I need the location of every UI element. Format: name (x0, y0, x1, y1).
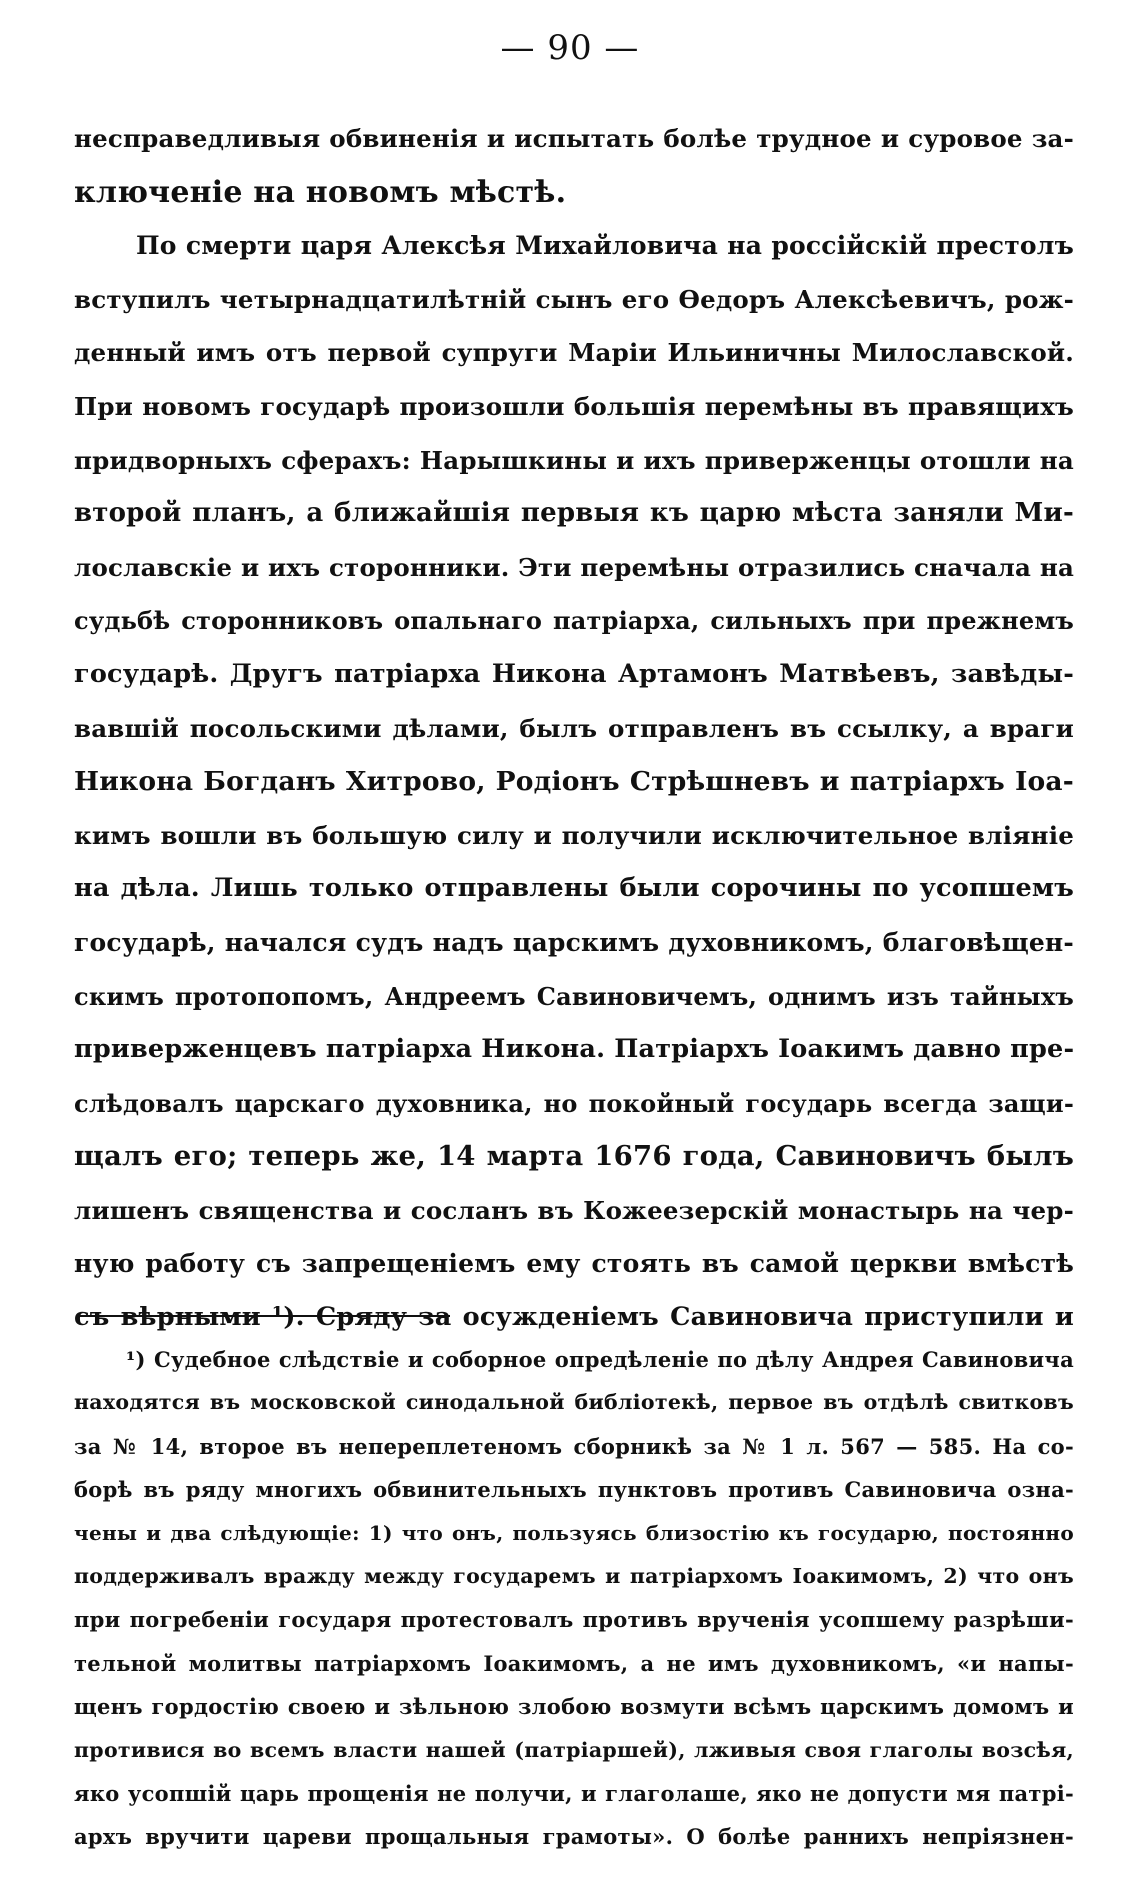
footnote-line: поддерживалъ вражду между государемъ и патріархомъ Іоакимомъ, 2) что онъ (74, 1563, 1074, 1588)
footnote-line: яко усопшій царь прощенія не получи, и глаголаше, яко не допусти мя патрі- (74, 1780, 1074, 1806)
text-line: скимъ протопопомъ, Андреемъ Савиновичемъ, однимъ изъ тайныхъ (74, 981, 1074, 1011)
text-line: денный имъ отъ первой супруги Маріи Ильиничны Милославской. (74, 338, 1074, 368)
footnote-line: архъ вручити цареви прощальныя грамоты». О болѣе раннихъ непріязнен- (74, 1824, 1074, 1850)
text-line: При новомъ государѣ произошли большія перемѣны въ правящихъ (74, 391, 1074, 421)
text-line: государѣ. Другъ патріарха Никона Артамонъ Матвѣевъ, завѣды- (74, 658, 1074, 689)
footnote-line: ¹) Судебное слѣдствіе и соборное опредѣленіе по дѣлу Андрея Савиновича (126, 1347, 1074, 1372)
text-line: ную работу съ запрещеніемъ ему стоять въ самой церкви вмѣстѣ (74, 1249, 1074, 1279)
text-line: съ вѣрными ¹). Сряду за осужденіемъ Савиновича приступили и (74, 1302, 1074, 1333)
text-line: слѣдовалъ царскаго духовника, но покойный государь всегда защи- (74, 1088, 1074, 1118)
text-line: вавшій посольскими дѣлами, былъ отправленъ въ ссылку, а враги (74, 713, 1074, 743)
text-line: ключеніе на новомъ мѣстѣ. (74, 174, 567, 210)
text-line: на дѣла. Лишь только отправлены были сорочины по усопшемъ (74, 873, 1074, 904)
footnote (74, 1338, 1074, 1859)
footnote-line: борѣ въ ряду многихъ обвинительныхъ пунктовъ противъ Савиновича озна- (74, 1477, 1074, 1503)
main-text (74, 112, 1074, 1345)
footnote-line: при погребеніи государя протестовалъ противъ врученія усопшему разрѣши- (74, 1607, 1074, 1633)
text-line: несправедливыя обвиненія и испытать болѣе трудное и суровое за- (74, 124, 1074, 153)
text-line: Никона Богданъ Хитрово, Родіонъ Стрѣшневъ и патріархъ Іоа- (74, 766, 1074, 798)
footnote-separator (76, 1315, 450, 1317)
text-line: придворныхъ сферахъ: Нарышкины и ихъ приверженцы отошли на (74, 445, 1074, 475)
footnote-line: противися во всемъ власти нашей (патріаршей), лживыя своя глаголы возсѣя, (74, 1737, 1074, 1762)
text-line: второй планъ, а ближайшія первыя къ царю мѣста заняли Ми- (74, 498, 1074, 529)
text-line: лишенъ священства и сосланъ въ Кожеезерскій монастырь на чер- (74, 1195, 1074, 1225)
page-number: — 90 — (500, 28, 640, 68)
footnote-line: чены и два слѣдующіе: 1) что онъ, пользуясь близостію къ государю, постоянно (74, 1520, 1074, 1545)
text-line: вступилъ четырнадцатилѣтній сынъ его Ѳедоръ Алексѣевичъ, рож- (74, 284, 1074, 314)
footnote-line: за № 14, второе въ непереплетеномъ сборникѣ за № 1 л. 567 — 585. На со- (74, 1433, 1074, 1459)
text-line: приверженцевъ патріарха Никона. Патріархъ Іоакимъ давно пре- (74, 1034, 1075, 1065)
text-line: По смерти царя Алексѣя Михайловича на россійскій престолъ (136, 231, 1074, 261)
footnote-line: щенъ гордостію своею и зѣльною злобою возмути всѣмъ царскимъ домомъ и (74, 1694, 1074, 1720)
text-line: судьбѣ сторонниковъ опальнаго патріарха, сильныхъ при прежнемъ (74, 606, 1074, 636)
footnote-line: тельной молитвы патріархомъ Іоакимомъ, а не имъ духовникомъ, «и напы- (74, 1650, 1074, 1676)
text-line: государѣ, начался судъ надъ царскимъ духовникомъ, благовѣщен- (74, 927, 1074, 957)
text-line: лославскіе и ихъ сторонники. Эти перемѣны отразились сначала на (74, 552, 1075, 582)
footnote-line: находятся въ московской синодальной библіотекѣ, первое въ отдѣлѣ свитковъ (74, 1390, 1074, 1415)
text-line: кимъ вошли въ большую силу и получили исключительное вліяніе (74, 820, 1074, 850)
text-line: щалъ его; теперь же, 14 марта 1676 года, Савиновичъ былъ (74, 1140, 1074, 1173)
